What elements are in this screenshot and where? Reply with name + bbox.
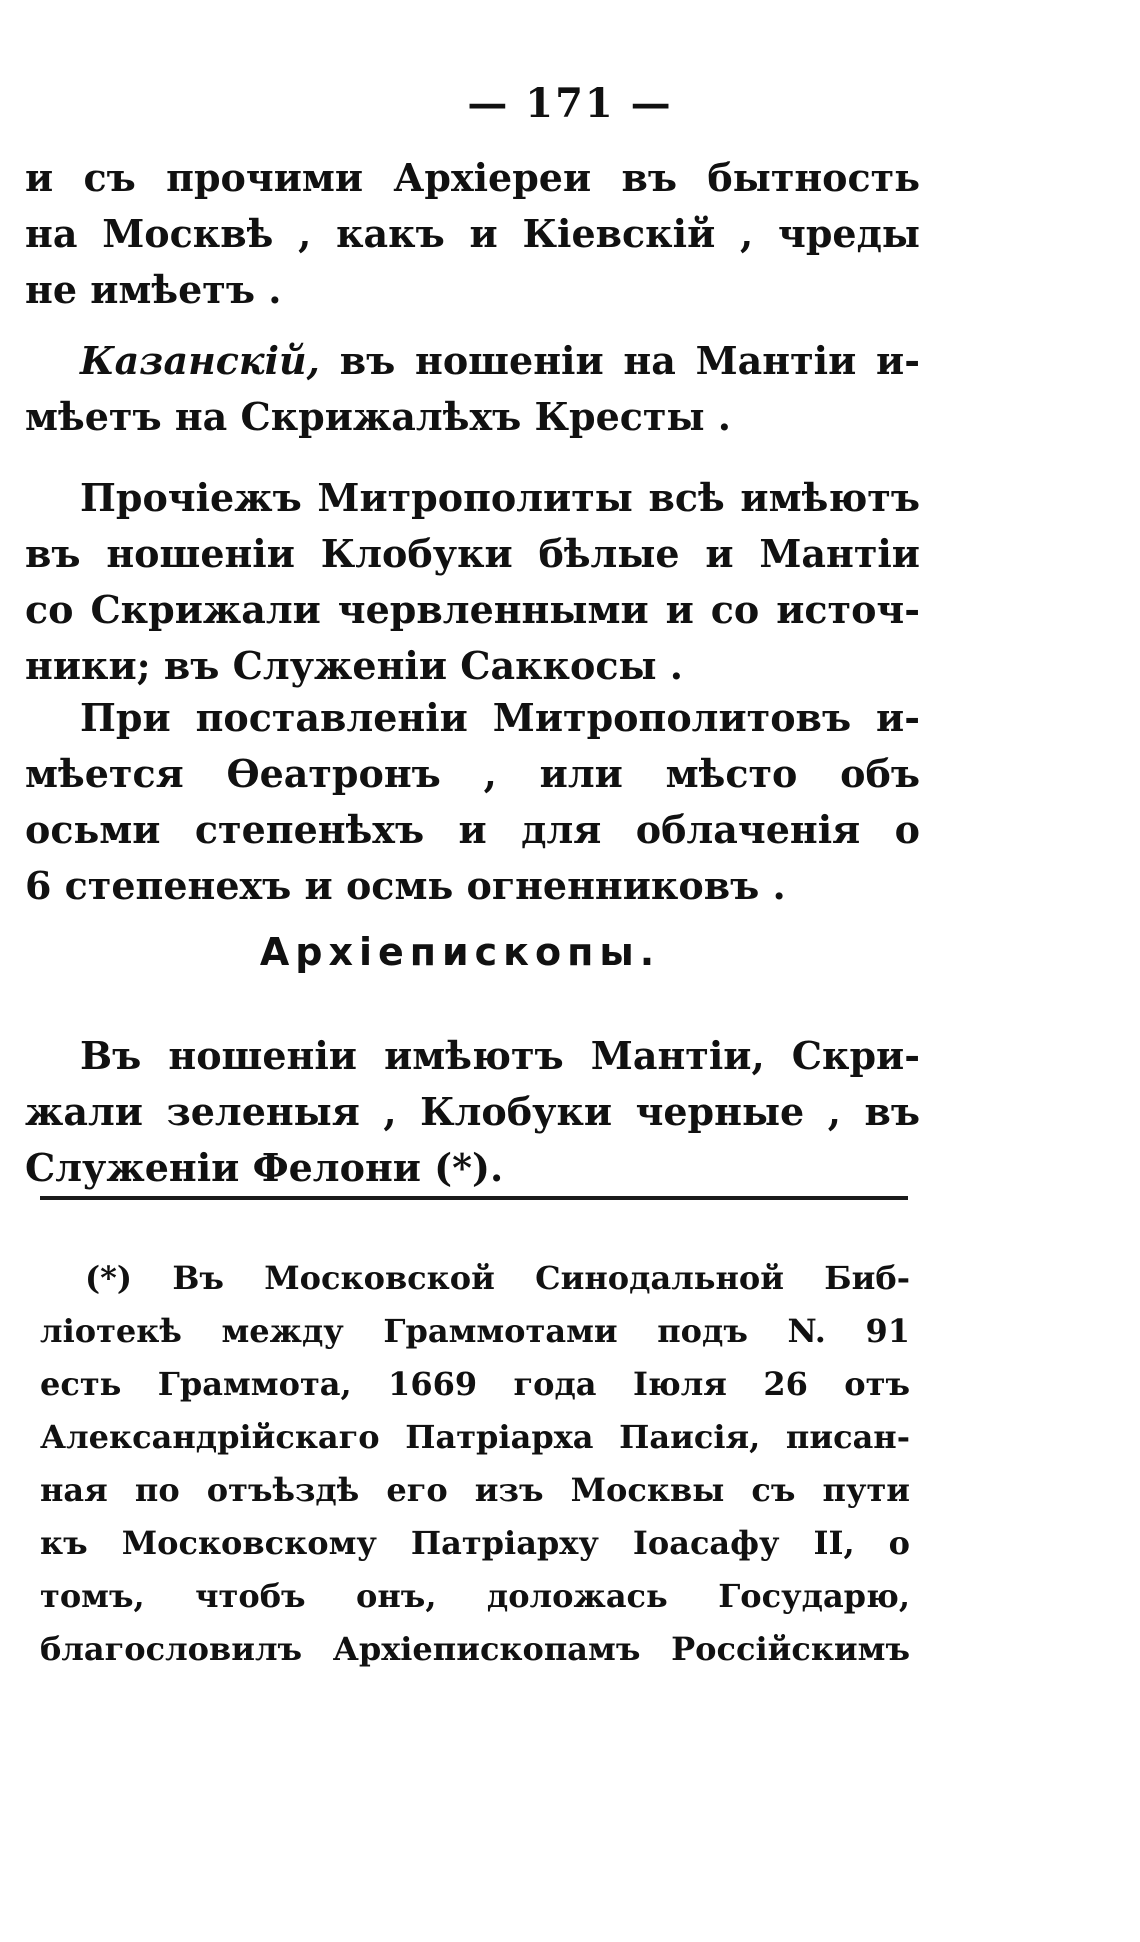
paragraph-1 bbox=[25, 150, 920, 318]
paragraph-2 bbox=[25, 333, 920, 445]
text-line: 6 степенехъ и осмь огненниковъ . bbox=[25, 863, 786, 908]
paragraph-5 bbox=[25, 1028, 920, 1196]
section-heading: Архіепископы. bbox=[259, 930, 661, 974]
footnote-divider bbox=[40, 1196, 908, 1200]
text-line: мѣетъ на Скрижалѣхъ Кресты . bbox=[25, 394, 732, 439]
footnote-line: есть Граммота, 1669 года Іюля 26 отъ bbox=[40, 1365, 910, 1403]
footnote-line: ліотекѣ между Граммотами подъ N. 91 bbox=[40, 1312, 910, 1350]
paragraph-4 bbox=[25, 690, 920, 914]
text-line: на Москвѣ , какъ и Кіевскій , чреды bbox=[25, 211, 920, 256]
text-line: въ ношеніи Клобуки бѣлые и Мантіи bbox=[25, 531, 920, 576]
footnote-line: благословилъ Архіепископамъ Россійскимъ bbox=[40, 1630, 910, 1668]
italic-word-kazansky: Казанскій, bbox=[80, 338, 320, 383]
text-line: Служеніи Фелони (*). bbox=[25, 1145, 504, 1190]
text-line bbox=[25, 333, 920, 389]
text-line: не имѣетъ . bbox=[25, 267, 282, 312]
footnote-line: ная по отъѣздѣ его изъ Москвы съ пути bbox=[40, 1471, 910, 1509]
text-line: При поставленіи Митрополитовъ и- bbox=[80, 695, 920, 740]
text-line: со Скрижали червленными и со источ- bbox=[25, 587, 920, 632]
page-number: — 171 — bbox=[467, 80, 673, 127]
text-line: ники; въ Служеніи Саккосы . bbox=[25, 643, 684, 688]
text-line: осьми степенѣхъ и для облаченія о bbox=[25, 807, 920, 852]
text-line: жали зеленыя , Клобуки черные , въ bbox=[25, 1089, 920, 1134]
text-line: мѣется Ѳеатронъ , или мѣсто объ bbox=[25, 751, 920, 796]
text-line-rest: въ ношеніи на Мантіи и- bbox=[339, 338, 921, 383]
footnote-line: (*) Въ Московской Синодальной Биб- bbox=[85, 1259, 910, 1297]
footnote-line: томъ, чтобъ онъ, доложась Государю, bbox=[40, 1577, 910, 1615]
text-line: и съ прочими Архіереи въ бытность bbox=[25, 155, 920, 200]
paragraph-3 bbox=[25, 470, 920, 694]
footnote-line: Александрійскаго Патріарха Паисія, писан- bbox=[40, 1418, 910, 1456]
text-line: Въ ношеніи имѣютъ Мантіи, Скри- bbox=[80, 1033, 920, 1078]
footnote-line: къ Московскому Патріарху Іоасафу II, о bbox=[40, 1524, 910, 1562]
footnote bbox=[40, 1252, 910, 1676]
text-line: Прочіежъ Митрополиты всѣ имѣютъ bbox=[80, 475, 920, 520]
